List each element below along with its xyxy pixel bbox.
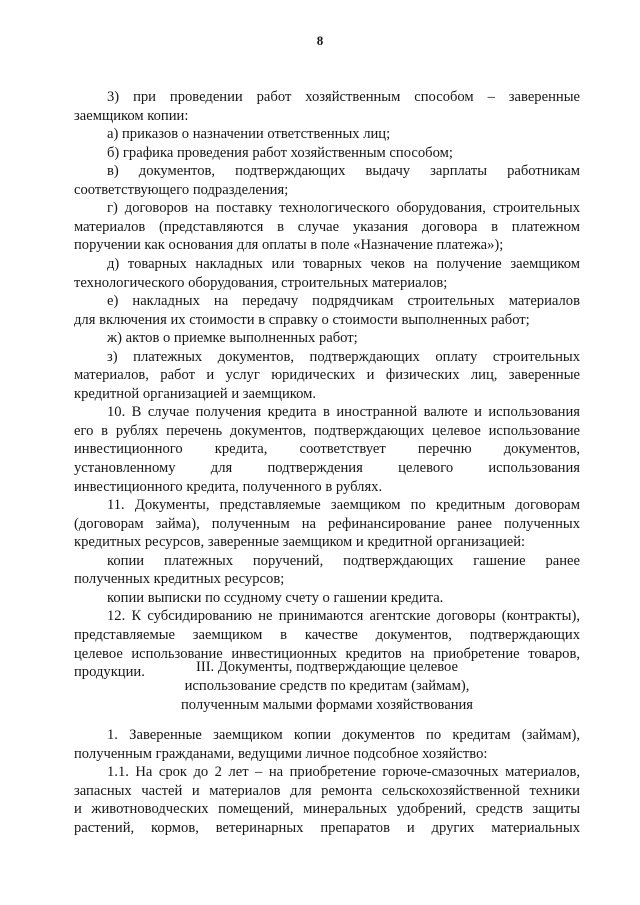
text-line: (договорам займа), полученным на рефинансирование ранее полученных (74, 515, 580, 532)
text-line: инвестиционного кредита, полученного в рублях. (74, 478, 383, 495)
text-line: заемщиком копии: (74, 107, 189, 124)
text-line: запасных частей и материалов для ремонта сельскохозяйственной техники (74, 782, 580, 799)
text-line: его в рублях перечень документов, подтверждающих целевое использование (74, 422, 580, 439)
text-line: 10. В случае получения кредита в иностранной валюте и использования (107, 404, 580, 421)
text-line: целевое использование инвестиционных кредитов на приобретение товаров, (74, 645, 580, 662)
text-line: б) графика проведения работ хозяйственным способом; (107, 144, 453, 161)
text-line: соответствующего подразделения; (74, 181, 289, 198)
text-line: материалов, работ и услуг юридических и физических лиц, заверенные (74, 367, 580, 384)
text-line: поручении как основания для оплаты в поле «Назначение платежа»); (74, 237, 504, 254)
page-number: 8 (316, 33, 324, 48)
text-line: 12. К субсидированию не принимаются агентские договоры (контракты), (107, 608, 580, 625)
text-line: 11. Документы, представляемые заемщиком по кредитным договорам (107, 497, 580, 514)
text-line: 3) при проведении работ хозяйственным способом – заверенные (107, 89, 580, 105)
heading-line: использование средств по кредитам (займам), (184, 678, 470, 694)
heading-line: III. Документы, подтверждающие целевое (195, 659, 459, 675)
text-line: кредитных ресурсов, заверенные заемщиком и кредитной организацией: (74, 534, 526, 551)
text-line: е) накладных на передачу подрядчикам строительных материалов (107, 293, 580, 310)
text-line: 1. Заверенные заемщиком копии документов по кредитам (займам), (107, 727, 580, 743)
text-line: представляемые заемщиком в качестве документов, подтверждающих (74, 626, 580, 643)
text-line: продукции. (74, 664, 145, 681)
text-line: 1.1. На срок до 2 лет – на приобретение горюче-смазочных материалов, (107, 764, 580, 781)
text-line: ж) актов о приемке выполненных работ; (107, 330, 358, 347)
text-line: установленному для подтверждения целевого использования (74, 460, 580, 476)
text-line: для включения их стоимости в справку о стоимости выполненных работ; (74, 311, 530, 328)
text-line: технологического оборудования, строительных материалов; (74, 274, 448, 291)
text-line: а) приказов о назначении ответственных лиц; (107, 126, 391, 143)
text-line: полученных кредитных ресурсов; (74, 571, 285, 588)
text-line: растений, кормов, ветеринарных препаратов и других материальных (74, 820, 580, 836)
text-line: и животноводческих помещений, минеральных удобрений, средств защиты (74, 801, 580, 818)
text-line: г) договоров на поставку технологического оборудования, строительных (107, 200, 580, 217)
text-line: материалов (представляются в случае указания договора в платежном (74, 218, 580, 235)
text-line: полученным гражданами, ведущими личное подсобное хозяйство: (74, 745, 488, 762)
text-line: инвестиционного кредита, соответствует перечню документов, (74, 441, 580, 458)
heading-line: полученным малыми формами хозяйствования (180, 697, 474, 713)
text-line: в) документов, подтверждающих выдачу зарплаты работникам (107, 163, 580, 180)
text-line: копии выписки по ссудному счету о гашении кредита. (107, 589, 444, 606)
text-line: кредитной организацией и заемщиком. (74, 385, 317, 402)
text-line: д) товарных накладных или товарных чеков на получение заемщиком (107, 255, 580, 272)
text-line: з) платежных документов, подтверждающих оплату строительных (107, 348, 580, 365)
text-line: копии платежных поручений, подтверждающих гашение ранее (107, 552, 580, 569)
